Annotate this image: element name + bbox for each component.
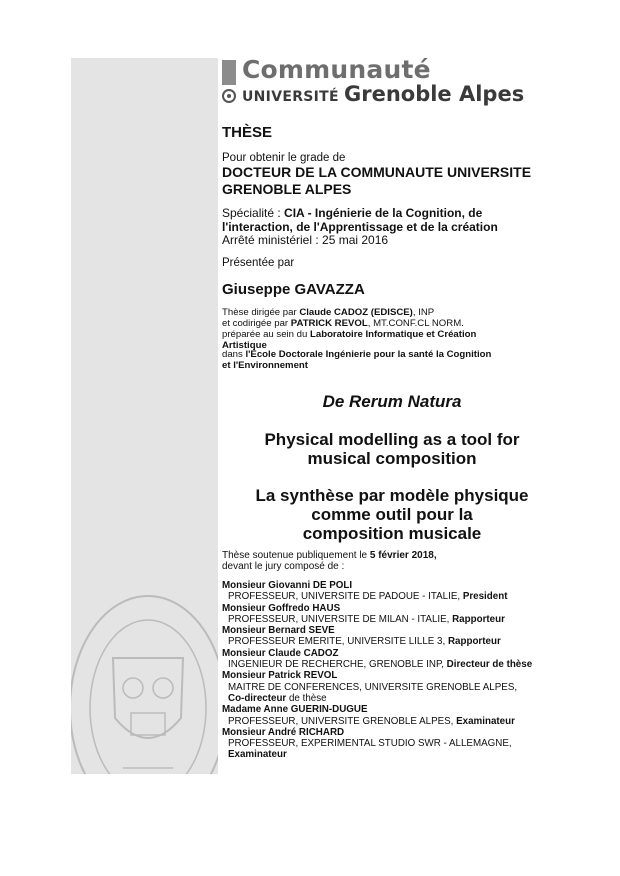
jury-role: INGENIEUR DE RECHERCHE, GRENOBLE INP, Directeur de thèse <box>228 659 533 671</box>
logo-mark-icon <box>222 60 236 106</box>
jury-role-continued: Examinateur <box>228 749 287 761</box>
specialite-line2: l'interaction, de l'Apprentissage et de la création <box>222 220 498 234</box>
grade-intro: Pour obtenir le grade de <box>222 152 346 164</box>
direction-line4: Artistique <box>222 340 267 351</box>
logo-universite: UNIVERSITÉ Grenoble Alpes <box>242 82 525 106</box>
jury-role: PROFESSEUR, EXPERIMENTAL STUDIO SWR - ALLEMAGNE, <box>228 738 512 750</box>
jury-name: Madame Anne GUERIN-DUGUE <box>222 704 368 716</box>
title-italic: De Rerum Natura <box>322 392 462 411</box>
jury-member <box>222 625 532 648</box>
jury-role: MAITRE DE CONFERENCES, UNIVERSITE GRENOBLE ALPES, <box>228 681 518 693</box>
direction-line2: et codirigée par PATRICK REVOL, MT.CONF.CL NORM. <box>222 318 464 329</box>
jury-name: Monsieur Giovanni DE POLI <box>222 580 353 591</box>
jury-member <box>222 580 532 603</box>
grade-line2: GRENOBLE ALPES <box>222 181 352 197</box>
jury-name: Monsieur Bernard SEVE <box>222 625 335 637</box>
jury-member <box>222 648 532 671</box>
jury-list <box>222 580 532 761</box>
direction-line1: Thèse dirigée par Claude CADOZ (EDISCE), INP <box>222 307 435 318</box>
soutenue-line2: devant le jury composé de : <box>222 561 345 572</box>
jury-member <box>222 670 532 704</box>
direction-line3: préparée au sein du Laboratoire Informatique et Création <box>222 329 477 340</box>
jury-role: PROFESSEUR, UNIVERSITE DE MILAN - ITALIE, Rapporteur <box>228 613 505 625</box>
direction-line6: et l'Environnement <box>222 360 308 371</box>
these-heading: THÈSE <box>222 124 273 141</box>
jury-role-continued: Co-directeur de thèse <box>228 692 327 704</box>
direction-line5: dans l'École Doctorale Ingénierie pour la santé la Cognition <box>222 349 492 360</box>
jury-name: Monsieur Patrick REVOL <box>222 670 338 682</box>
jury-member <box>222 704 532 727</box>
arrete: Arrêté ministériel : 25 mai 2016 <box>222 233 389 247</box>
logo-communaute: Communauté <box>242 55 431 84</box>
left-grey-band <box>71 58 218 792</box>
jury-member <box>222 727 532 761</box>
grade-line1: DOCTEUR DE LA COMMUNAUTE UNIVERSITE <box>222 164 532 180</box>
jury-name: Monsieur André RICHARD <box>222 726 345 738</box>
jury-role: PROFESSEUR, UNIVERSITE GRENOBLE ALPES, Examinateur <box>228 715 515 727</box>
jury-name: Monsieur Claude CADOZ <box>222 647 339 659</box>
jury-role: PROFESSEUR, UNIVERSITE DE PADOUE - ITALIE, President <box>228 591 508 603</box>
jury-member <box>222 603 532 626</box>
jury-name: Monsieur Goffredo HAUS <box>222 602 341 614</box>
author-name: Giuseppe GAVAZZA <box>222 281 365 298</box>
university-seal-icon: 1339 <box>71 588 218 774</box>
title-english: Physical modelling as a tool for musical composition <box>264 430 520 468</box>
title-french: La synthèse par modèle physique comme outil pour la composition musicale <box>255 486 529 543</box>
specialite-line1: Spécialité : CIA - Ingénierie de la Cognition, de <box>222 206 483 220</box>
soutenue-line1: Thèse soutenue publiquement le 5 février 2018, <box>222 550 437 561</box>
presentee-par: Présentée par <box>222 257 295 269</box>
jury-role: PROFESSEUR EMERITE, UNIVERSITE LILLE 3, Rapporteur <box>228 636 501 648</box>
